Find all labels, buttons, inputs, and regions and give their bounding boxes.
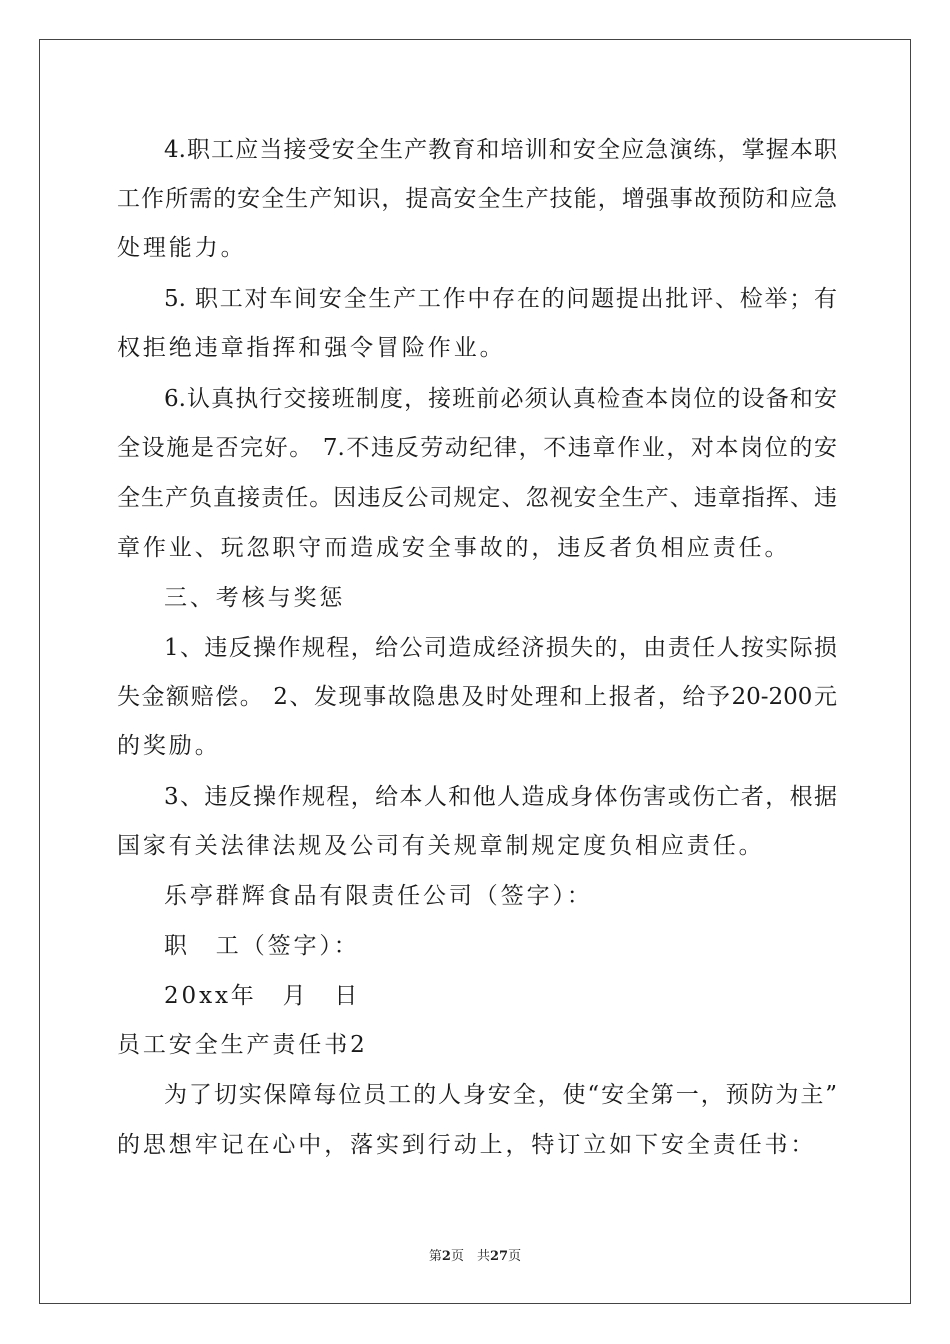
paragraph-line-8: 全生产负直接责任。因违反公司规定、忽视安全生产、违章指挥、违 [117, 485, 837, 511]
paragraph-line-15: 国家有关法律法规及公司有关规章制规定度负相应责任。 [117, 833, 765, 859]
paragraph-line-2: 工作所需的安全生产知识，提高安全生产技能，增强事故预防和应急 [117, 186, 837, 212]
paragraph-line-13: 的奖励。 [117, 733, 221, 759]
paragraph-line-4: 5. 职工对车间安全生产工作中存在的问题提出批评、检举；有 [164, 286, 837, 312]
document-title: 员工安全生产责任书2 [117, 1032, 368, 1058]
paragraph-line-6: 6.认真执行交接班制度，接班前必须认真检查本岗位的设备和安 [164, 386, 837, 412]
footer-suffix: 页 [508, 1249, 522, 1264]
paragraph-line-7: 全设施是否完好。 7.不违反劳动纪律，不违章作业，对本岗位的安 [117, 435, 837, 461]
signature-company: 乐亭群辉食品有限责任公司（签字）： [164, 883, 593, 909]
footer-page-number: 2 [441, 1249, 451, 1264]
paragraph-line-3: 处理能力。 [117, 235, 247, 261]
page-footer [0, 1248, 950, 1266]
paragraph-line-1: 4.职工应当接受安全生产教育和培训和安全应急演练，掌握本职 [164, 137, 837, 163]
paragraph-line-12: 失金额赔偿。 2、发现事故隐患及时处理和上报者，给予20-200元 [117, 684, 837, 710]
page-border [39, 39, 911, 1304]
paragraph-line-20: 为了切实保障每位员工的人身安全，使“安全第一，预防为主” [164, 1082, 837, 1108]
paragraph-line-9: 章作业、玩忽职守而造成安全事故的，违反者负相应责任。 [117, 535, 791, 561]
footer-prefix: 第 [428, 1249, 442, 1264]
paragraph-line-21: 的思想牢记在心中，落实到行动上，特订立如下安全责任书： [117, 1132, 817, 1158]
paragraph-line-5: 权拒绝违章指挥和强令冒险作业。 [117, 335, 506, 361]
paragraph-line-14: 3、违反操作规程，给本人和他人造成身体伤害或伤亡者，根据 [164, 784, 837, 810]
section-heading: 三、考核与奖惩 [164, 585, 346, 611]
paragraph-line-11: 1、违反操作规程，给公司造成经济损失的，由责任人按实际损 [164, 635, 837, 661]
signature-employee: 职 工（签字）： [164, 933, 360, 959]
footer-total-pages: 27 [489, 1249, 509, 1264]
footer-mid: 页 共 [450, 1249, 490, 1264]
signature-date: 20xx年 月 日 [164, 983, 361, 1009]
